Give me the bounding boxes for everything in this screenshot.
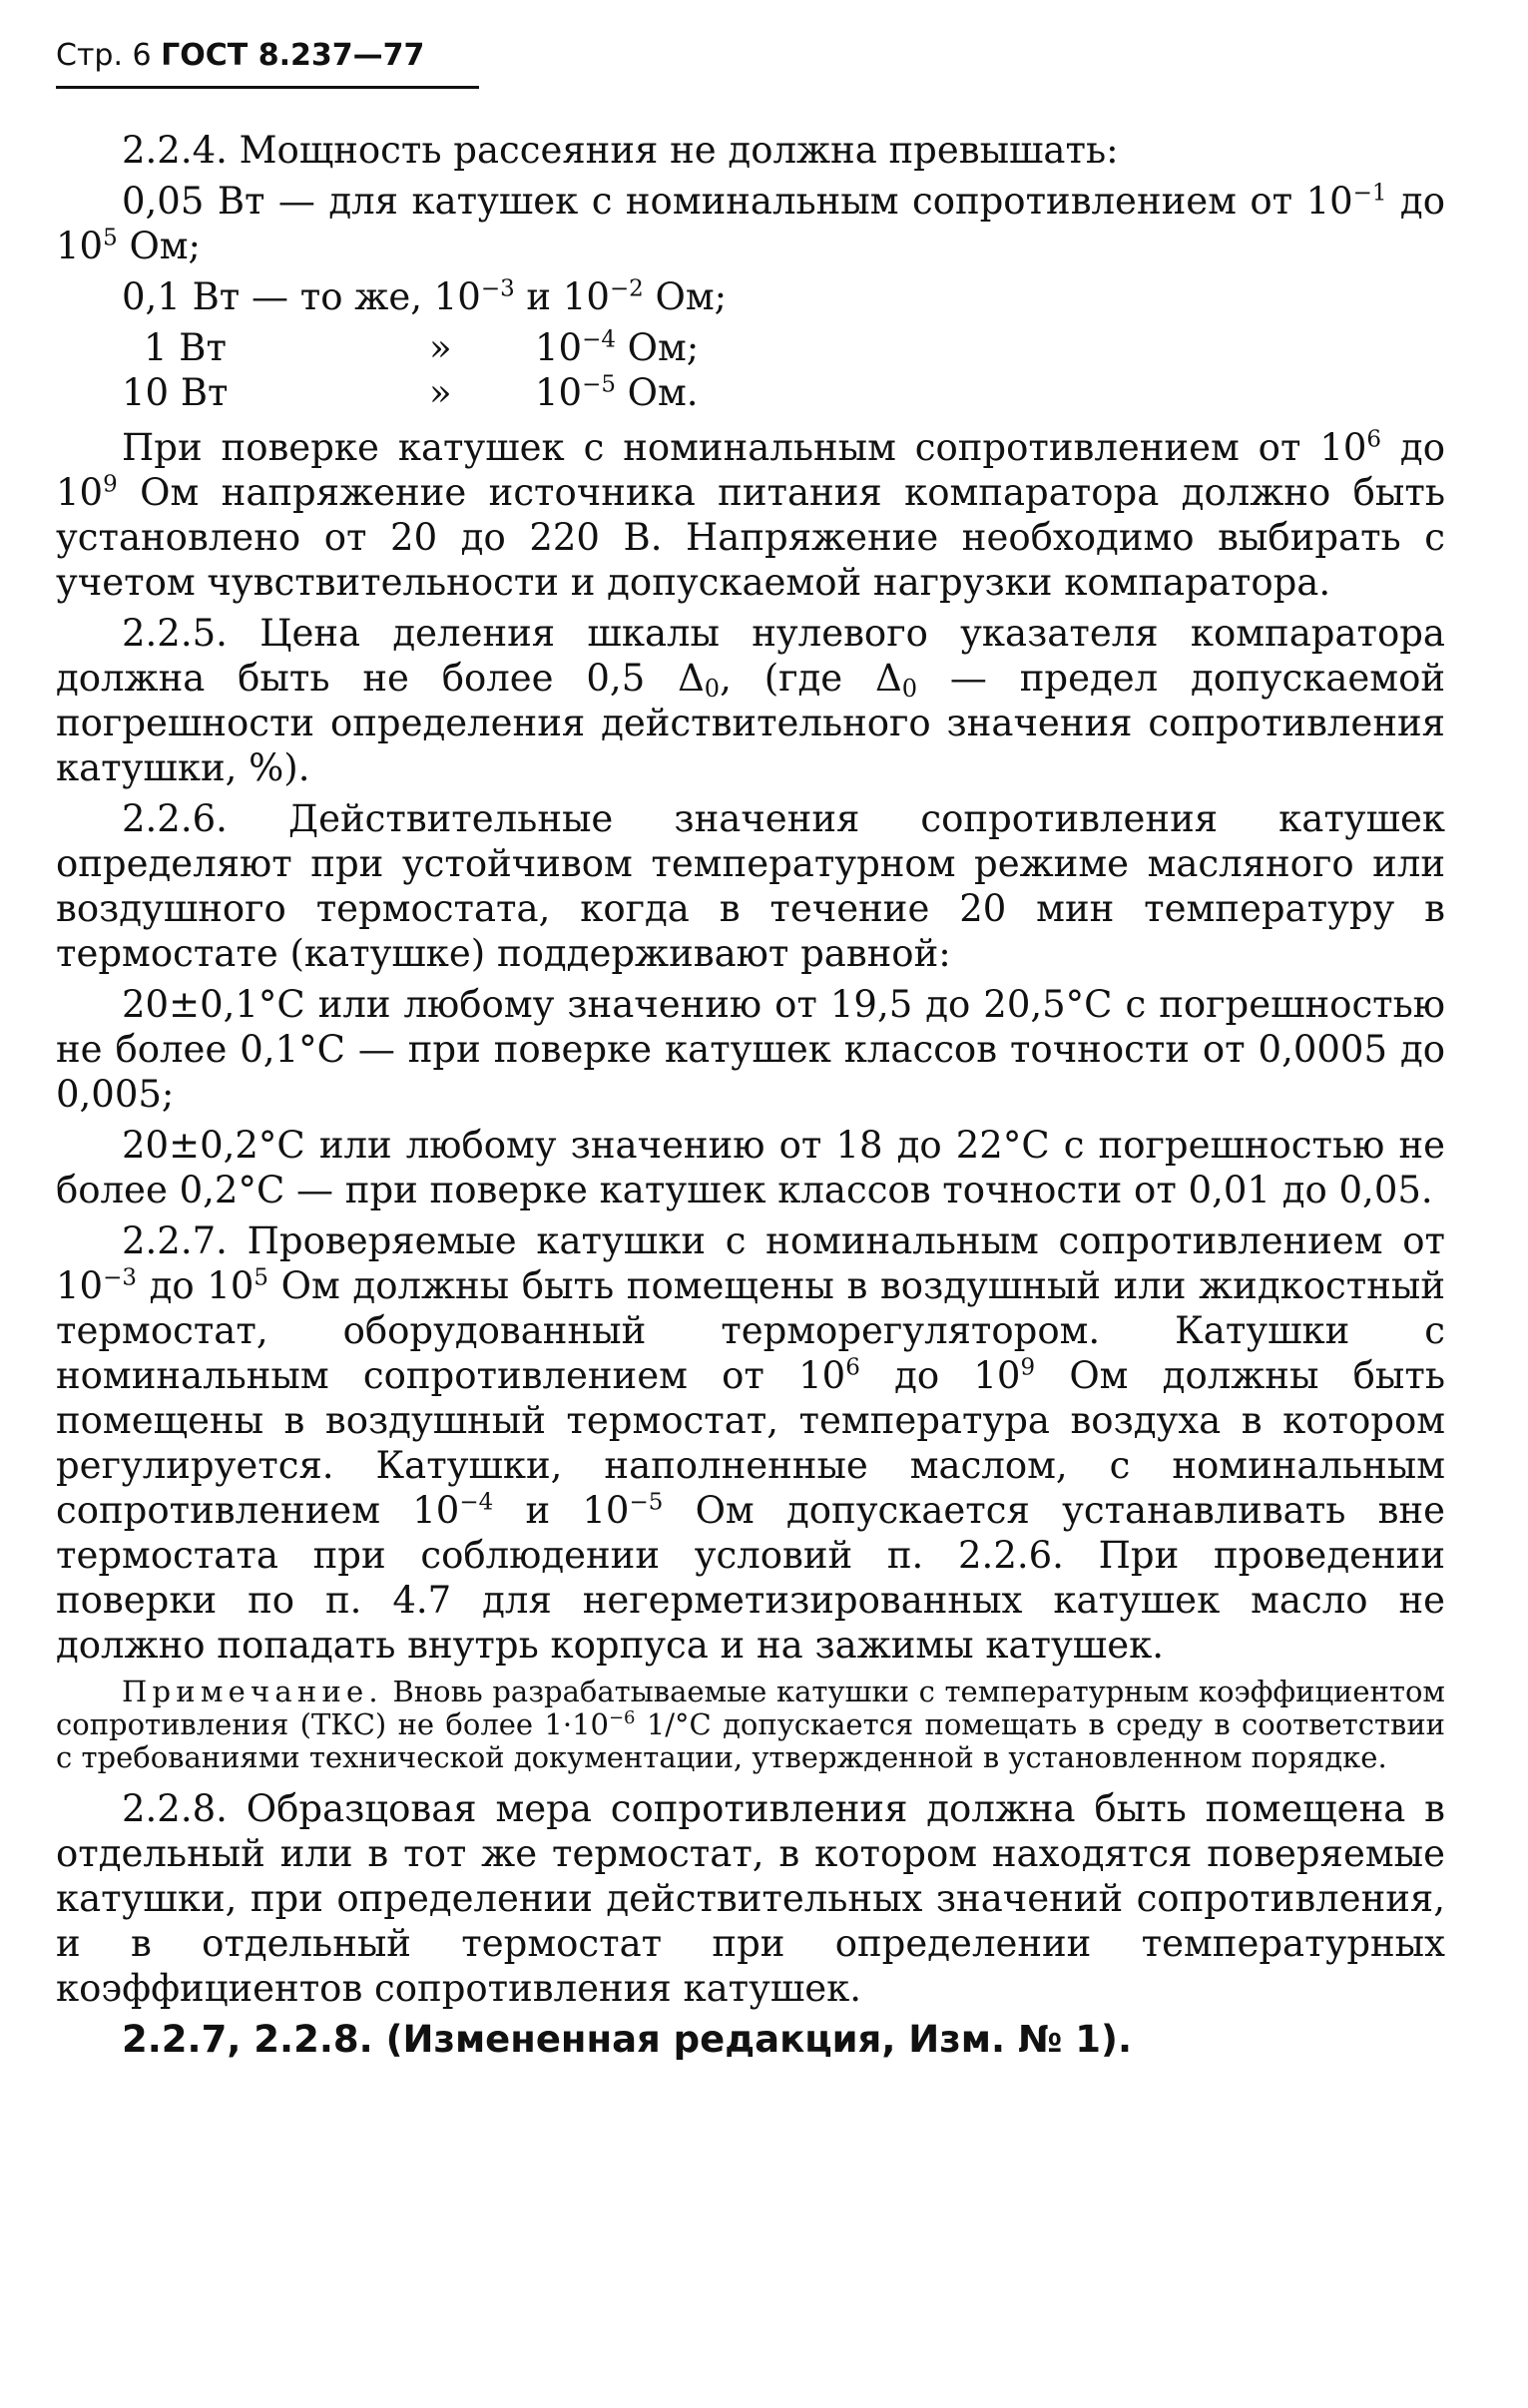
clause-2-2-8: 2.2.8. Образцовая мера сопротивления должна быть помещена в отдельный или в тот же термостат, в котором находятся поверяемые катушки, при определении действительных значений сопротивления, и в отдельный термостат при определении температурных коэффициентов сопротивления катушек. xyxy=(56,1787,1445,2010)
note-label: Примечание. xyxy=(122,1675,383,1708)
clause-2-2-6-item-2: 20±0,2°С или любому значению от 18 до 22°С с погрешностью не более 0,2°С — при поверке катушек классов точности от 0,01 до 0,05. xyxy=(56,1124,1445,1211)
clause-2-2-4-title: 2.2.4. Мощность рассеяния не должна превышать: xyxy=(122,129,1119,172)
clause-2-2-6: 2.2.6. Действительные значения сопротивления катушек определяют при устойчивом температурном режиме масляного или воздушного термостата, когда в течение 20 мин температуру в термостате (катушке) поддерживают равной: xyxy=(56,797,1445,975)
clause-2-2-7: 2.2.7. Проверяемые катушки с номинальным сопротивлением от $10^{-3}$ до $10^5$ Ом должны быть помещены в воздушный или жидкостный термостат, оборудованный терморегулятором. Катушки с номинальным сопротивлением от $10^6$ до $10^9$ Ом должны быть помещены в воздушный термостат, температура воздуха в котором регулируется. Катушки, наполненные маслом, с номинальным сопротивлением $10^{-4}$ и $10^{-5}$ Ом допускается устанавливать вне термостата при соблюдении условий п. 2.2.6. При проведении поверки по п. 4.7 для негерметизированных катушек масло не должно попадать внутрь корпуса и на зажимы катушек. xyxy=(56,1219,1446,1667)
amendment-note: 2.2.7, 2.2.8. (Измененная редакция, Изм. № 1). xyxy=(122,2018,1133,2061)
document-body xyxy=(56,128,1445,2068)
clause-2-2-4-line-1: 0,05 Вт — для катушек с номинальным сопротивлением от $10^{-1}$ до $10^5$ Ом; xyxy=(56,180,1445,267)
power-row-2: 10 Вт » $10^{-5}$ Ом. xyxy=(122,371,699,414)
clause-2-2-6-item-1: 20±0,1°С или любому значению от 19,5 до 20,5°С с погрешностью не более 0,1°С — при поверке катушек классов точности от 0,0005 до 0,005; xyxy=(56,983,1445,1116)
clause-2-2-4-line-2: 0,1 Вт — то же, $10^{-3}$ и $10^{-2}$ Ом; xyxy=(122,275,728,318)
note: Примечание. Вновь разрабатываемые катушки с температурным коэффициентом сопротивления (ТКС) не более $1\cdot 10^{-6}$ 1/°С допускается помещать в среду в соответствии с требованиями технической документации, утвержденной в установленном порядке. xyxy=(56,1675,1445,1774)
power-row-1: 1 Вт » $10^{-4}$ Ом; xyxy=(144,326,700,369)
header-rule xyxy=(56,86,479,89)
page-header xyxy=(56,36,424,76)
standard-number: ГОСТ 8.237—77 xyxy=(161,38,425,73)
page-number: Стр. 6 xyxy=(56,38,152,73)
supply-voltage-paragraph: При поверке катушек с номинальным сопротивлением от $10^6$ до $10^9$ Ом напряжение источника питания компаратора должно быть установлено от 20 до 220 В. Напряжение необходимо выбирать с учетом чувствительности и допускаемой нагрузки компаратора. xyxy=(56,426,1445,604)
clause-2-2-5: 2.2.5. Цена деления шкалы нулевого указателя компаратора должна быть не более 0,5 $\Delta_0$, (где $\Delta_0$ — предел допускаемой погрешности определения действительного значения сопротивления катушки, %). xyxy=(56,612,1446,789)
